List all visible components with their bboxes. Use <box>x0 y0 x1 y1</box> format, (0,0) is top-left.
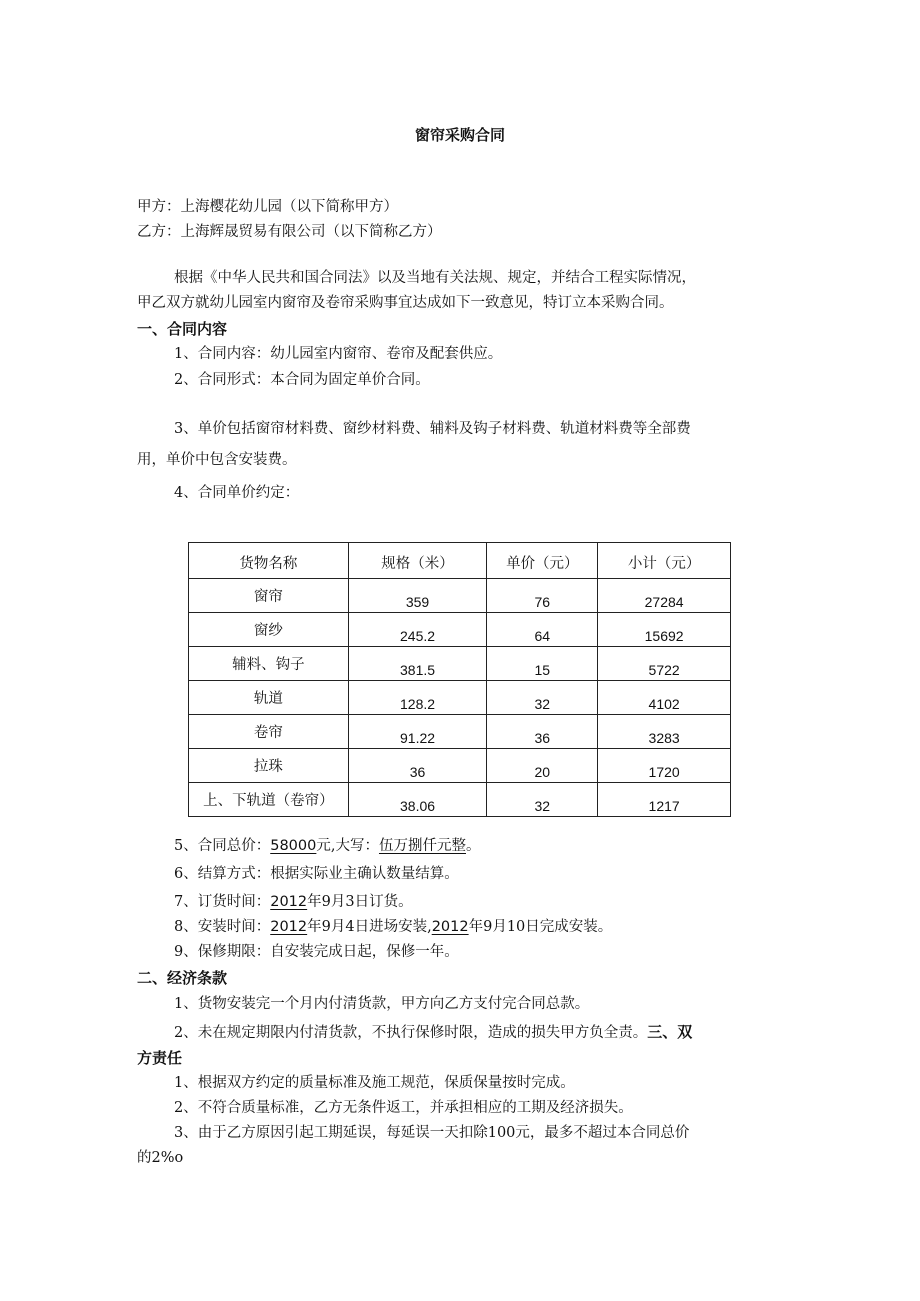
party-a: 甲方：上海樱花幼儿园（以下简称甲方） <box>137 199 398 215</box>
cell-unit-price: 32 <box>487 783 598 817</box>
section-3-heading-part-2: 方责任 <box>137 1049 183 1067</box>
cell-unit-price: 20 <box>487 749 598 783</box>
cell-spec: 245.2 <box>348 613 487 647</box>
cell-spec: 381.5 <box>348 647 487 681</box>
cell-subtotal: 3283 <box>598 715 731 749</box>
cell-unit-price: 32 <box>487 681 598 715</box>
s1-item-5-suffix: 。 <box>465 838 481 854</box>
cell-subtotal: 27284 <box>598 579 731 613</box>
cell-spec: 91.22 <box>348 715 487 749</box>
s1-item-5 <box>174 836 480 856</box>
s1-item-5-mid: 元,大写： <box>316 838 379 854</box>
s1-item-1: 1、合同内容：幼儿园室内窗帘、卷帘及配套供应。 <box>174 346 503 362</box>
s1-item-3-line-2: 用，单价中包含安装费。 <box>137 452 297 468</box>
s2-item-2 <box>174 1022 692 1043</box>
cell-subtotal: 5722 <box>598 647 731 681</box>
header-goods-name: 货物名称 <box>189 543 349 579</box>
table-row <box>189 579 731 613</box>
s1-item-8 <box>174 917 612 937</box>
document-title: 窗帘采购合同 <box>414 126 505 144</box>
table-row <box>189 783 731 817</box>
section-1-heading: 一、合同内容 <box>137 320 228 338</box>
cell-goods-name: 卷帘 <box>189 715 349 749</box>
cell-goods-name: 窗帘 <box>189 579 349 613</box>
s3-item-2: 2、不符合质量标准，乙方无条件返工，并承担相应的工期及经济损失。 <box>174 1100 633 1116</box>
s1-item-8-mid: 年9月4日进场安装, <box>307 919 432 935</box>
s1-item-4: 4、合同单价约定： <box>174 485 300 501</box>
s3-item-3-line-1: 3、由于乙方原因引起工期延误，每延误一天扣除100元，最多不超过本合同总价 <box>174 1125 690 1141</box>
cell-spec: 359 <box>348 579 487 613</box>
cell-goods-name: 拉珠 <box>189 749 349 783</box>
table-row <box>189 749 731 783</box>
intro-line-2: 甲乙双方就幼儿园室内窗帘及卷帘采购事宜达成如下一致意见，特订立本采购合同。 <box>137 295 674 311</box>
cell-subtotal: 1720 <box>598 749 731 783</box>
s2-item-2-text: 2、未在规定期限内付清货款，不执行保修时限，造成的损失甲方负全责。 <box>174 1025 648 1041</box>
cell-goods-name: 窗纱 <box>189 613 349 647</box>
header-spec: 规格（米） <box>348 543 487 579</box>
header-subtotal: 小计（元） <box>598 543 731 579</box>
cell-unit-price: 15 <box>487 647 598 681</box>
cell-spec: 128.2 <box>348 681 487 715</box>
s1-item-7-rest: 年9月3日订货。 <box>307 894 413 910</box>
order-year: 2012 <box>270 894 308 910</box>
table-row <box>189 613 731 647</box>
s1-item-8-prefix: 8、安装时间： <box>174 919 271 935</box>
s1-item-3-line-1: 3、单价包括窗帘材料费、窗纱材料费、辅料及钩子材料费、轨道材料费等全部费 <box>174 421 691 437</box>
cell-unit-price: 76 <box>487 579 598 613</box>
cell-subtotal: 15692 <box>598 613 731 647</box>
cell-spec: 38.06 <box>348 783 487 817</box>
s1-item-9: 9、保修期限：自安装完成日起，保修一年。 <box>174 944 459 960</box>
s2-item-1: 1、货物安装完一个月内付清货款，甲方向乙方支付完合同总款。 <box>174 996 590 1012</box>
cell-subtotal: 1217 <box>598 783 731 817</box>
table-row <box>189 681 731 715</box>
s1-item-2: 2、合同形式：本合同为固定单价合同。 <box>174 372 430 388</box>
s1-item-7-prefix: 7、订货时间： <box>174 894 271 910</box>
s3-item-3-line-2: 的2%o <box>137 1150 184 1166</box>
section-3-heading-part-1: 三、双 <box>647 1023 693 1041</box>
cell-unit-price: 36 <box>487 715 598 749</box>
cell-goods-name: 辅料、钩子 <box>189 647 349 681</box>
price-table <box>188 542 731 817</box>
party-b: 乙方：上海辉晟贸易有限公司（以下简称乙方） <box>137 224 442 240</box>
total-price: 58000 <box>270 838 317 854</box>
s1-item-8-rest: 年9月10日完成安装。 <box>468 919 613 935</box>
s1-item-5-prefix: 5、合同总价： <box>174 838 271 854</box>
table-header-row <box>189 543 731 579</box>
install-end-year: 2012 <box>431 919 469 935</box>
cell-unit-price: 64 <box>487 613 598 647</box>
s3-item-1: 1、根据双方约定的质量标准及施工规范，保质保量按时完成。 <box>174 1075 575 1091</box>
table-row <box>189 647 731 681</box>
install-start-year: 2012 <box>270 919 308 935</box>
cell-spec: 36 <box>348 749 487 783</box>
cell-subtotal: 4102 <box>598 681 731 715</box>
s1-item-7 <box>174 892 413 912</box>
cell-goods-name: 上、下轨道（卷帘） <box>189 783 349 817</box>
intro-line-1: 根据《中华人民共和国合同法》以及当地有关法规、规定，并结合工程实际情况， <box>174 270 696 286</box>
section-2-heading: 二、经济条款 <box>137 969 228 987</box>
s1-item-6: 6、结算方式：根据实际业主确认数量结算。 <box>174 866 459 882</box>
table-row <box>189 715 731 749</box>
cell-goods-name: 轨道 <box>189 681 349 715</box>
total-price-words: 伍万捌仟元整 <box>378 838 466 854</box>
header-unit-price: 单价（元） <box>487 543 598 579</box>
